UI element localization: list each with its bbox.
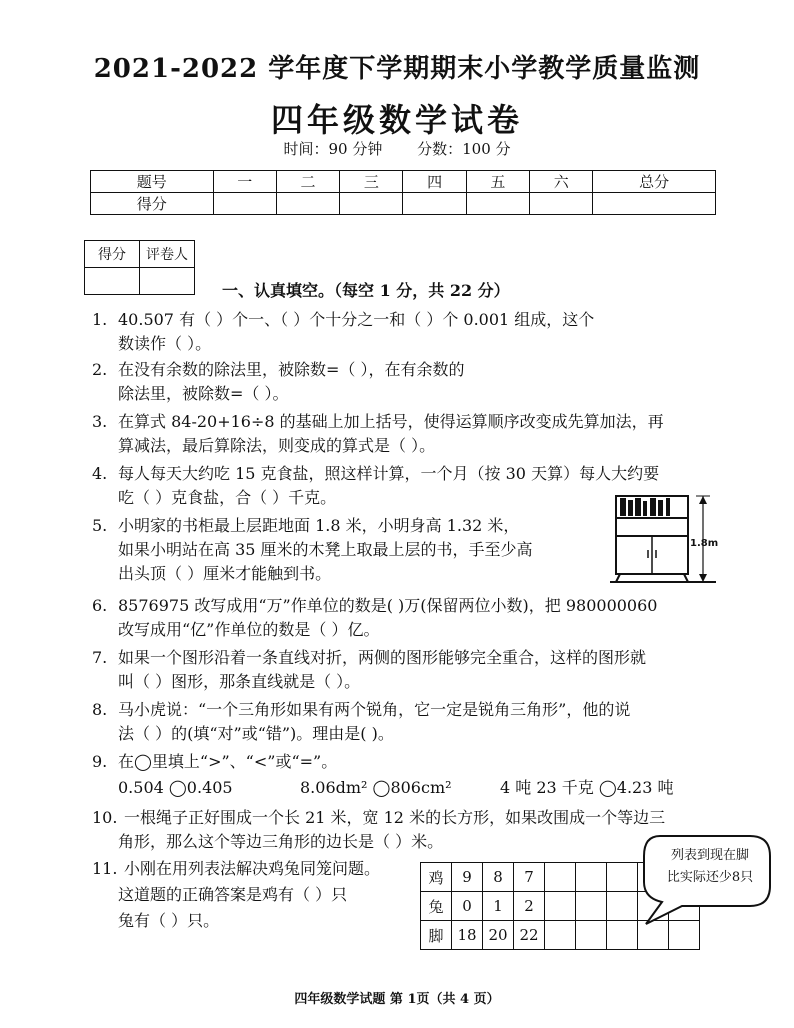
- exam-time: 时间：90 分钟: [283, 140, 383, 158]
- table-cell: 9: [452, 863, 483, 892]
- exam-score: 分数：100 分: [417, 140, 511, 158]
- question-line: 小明家的书柜最上层距地面 1.8 米，小明身高 1.32 米，: [118, 516, 520, 535]
- question-line: 吃（ ）克食盐，合（ ）千克。: [118, 488, 337, 507]
- exam-subtitle: 四年级数学试卷: [270, 101, 523, 139]
- question-number: 6.: [92, 596, 108, 615]
- speech-bubble-line: 比实际还少8只: [666, 870, 754, 885]
- score-cell: 五: [466, 171, 529, 193]
- question-line: 8576975 改写成用“万”作单位的数是( )万(保留两位小数)，把 980000060: [118, 596, 658, 615]
- question-line: 角形，那么这个等边三角形的边长是（ ）米。: [118, 832, 444, 851]
- score-cell: 得分: [91, 193, 214, 215]
- table-cell[interactable]: [607, 921, 638, 950]
- question-number: 11.: [92, 859, 118, 878]
- table-cell[interactable]: [545, 863, 576, 892]
- score-table: [90, 170, 716, 215]
- question-9: [92, 750, 337, 774]
- question-3: [92, 410, 664, 458]
- question-line: 数读作（ ）。: [118, 334, 212, 353]
- question-1: [92, 308, 594, 356]
- question-line: 在◯里填上“>”、“<”或“=”。: [118, 752, 338, 771]
- score-table-header-row: [91, 171, 716, 193]
- table-cell[interactable]: [545, 921, 576, 950]
- question-line: 在算式 84-20+16÷8 的基础上加上括号，使得运算顺序改变成先算加法，再: [118, 412, 664, 431]
- score-cell: 题号: [91, 171, 214, 193]
- table-cell: 脚: [421, 921, 452, 950]
- question-number: 4.: [92, 464, 108, 483]
- score-input-cell[interactable]: [530, 193, 593, 215]
- question-11: [92, 856, 380, 934]
- score-cell: 一: [213, 171, 276, 193]
- score-cell: 总分: [593, 171, 716, 193]
- score-cell: 四: [403, 171, 466, 193]
- grader-score-input[interactable]: [85, 268, 140, 295]
- table-cell: 18: [452, 921, 483, 950]
- exam-title: 2021-2022 学年度下学期期末小学教学质量监测: [93, 54, 701, 84]
- question-line: 除法里，被除数=（ ）。: [118, 384, 289, 403]
- question-number: 9.: [92, 752, 108, 771]
- question-number: 3.: [92, 412, 108, 431]
- q9-item-2: 8.06dm² ◯806cm²: [300, 778, 452, 797]
- question-10: [92, 806, 665, 854]
- table-cell: 7: [514, 863, 545, 892]
- grader-table: [84, 240, 195, 295]
- table-cell[interactable]: [607, 863, 638, 892]
- question-line: 小刚在用列表法解决鸡兔同笼问题。: [124, 859, 381, 878]
- question-8: [92, 698, 630, 746]
- table-cell: 0: [452, 892, 483, 921]
- question-line: 在没有余数的除法里，被除数=（ ），在有余数的: [118, 360, 465, 379]
- question-line: 叫（ ）图形，那条直线就是（ ）。: [118, 672, 361, 691]
- question-2: [92, 358, 465, 406]
- speech-bubble-text: [660, 845, 760, 889]
- question-line: 出头顶（ ）厘米才能触到书。: [118, 564, 332, 583]
- score-cell: 二: [276, 171, 339, 193]
- question-line: 如果一个图形沿着一条直线对折，两侧的图形能够完全重合，这样的图形就: [118, 648, 647, 667]
- page-footer: 四年级数学试题 第 1页（共 4 页）: [294, 992, 500, 1007]
- score-cell: 三: [340, 171, 403, 193]
- question-line: 每人每天大约吃 15 克食盐，照这样计算，一个月（按 30 天算）每人大约要: [118, 464, 660, 483]
- score-input-cell[interactable]: [593, 193, 716, 215]
- score-input-cell[interactable]: [340, 193, 403, 215]
- score-input-cell[interactable]: [466, 193, 529, 215]
- bookcase-height-label: 1.8m: [690, 538, 719, 549]
- table-cell[interactable]: [576, 921, 607, 950]
- speech-bubble-line: 列表到现在脚: [670, 848, 749, 863]
- score-cell: 六: [530, 171, 593, 193]
- question-line: 马小虎说：“一个三角形如果有两个锐角，它一定是锐角三角形”，他的说: [118, 700, 631, 719]
- table-cell[interactable]: [576, 892, 607, 921]
- grader-name-input[interactable]: [140, 268, 195, 295]
- question-number: 1.: [92, 310, 108, 329]
- question-line: 法（ ）的(填“对”或“错”)。理由是( )。: [118, 724, 394, 743]
- question-line: 一根绳子正好围成一个长 21 米，宽 12 米的长方形，如果改围成一个等边三: [124, 808, 666, 827]
- question-line: 算减法，最后算除法，则变成的算式是（ ）。: [118, 436, 436, 455]
- q9-item-3: 4 吨 23 千克 ◯4.23 吨: [500, 778, 674, 797]
- question-line: 兔有（ ）只。: [118, 911, 220, 930]
- score-table-score-row: [91, 193, 716, 215]
- table-cell: 兔: [421, 892, 452, 921]
- bookcase-illustration: [610, 488, 720, 584]
- question-7: [92, 646, 646, 694]
- table-cell[interactable]: [576, 863, 607, 892]
- score-input-cell[interactable]: [276, 193, 339, 215]
- score-input-cell[interactable]: [213, 193, 276, 215]
- table-cell[interactable]: [607, 892, 638, 921]
- table-cell: 鸡: [421, 863, 452, 892]
- table-cell[interactable]: [545, 892, 576, 921]
- table-cell: 22: [514, 921, 545, 950]
- question-number: 2.: [92, 360, 108, 379]
- score-input-cell[interactable]: [403, 193, 466, 215]
- table-cell: 20: [483, 921, 514, 950]
- q9-item-1: 0.504 ◯0.405: [118, 778, 233, 797]
- question-number: 10.: [92, 808, 118, 827]
- question-5: [92, 514, 533, 586]
- question-number: 5.: [92, 516, 108, 535]
- question-number: 8.: [92, 700, 108, 719]
- section-title: 一、认真填空。（每空 1 分，共 22 分）: [222, 281, 510, 300]
- grader-score-label: 得分: [85, 241, 140, 268]
- exam-meta: [0, 138, 794, 159]
- question-line: 40.507 有（ ）个一、（ ）个十分之一和（ ）个 0.001 组成，这个: [118, 310, 595, 329]
- question-line: 这道题的正确答案是鸡有（ ）只: [118, 885, 348, 904]
- grader-name-label: 评卷人: [140, 241, 195, 268]
- table-cell: 8: [483, 863, 514, 892]
- question-line: 如果小明站在高 35 厘米的木凳上取最上层的书，手至少高: [118, 540, 533, 559]
- question-line: 改写成用“亿”作单位的数是（ ）亿。: [118, 620, 380, 639]
- question-6: [92, 594, 657, 642]
- question-number: 7.: [92, 648, 108, 667]
- question-4: [92, 462, 659, 510]
- table-cell: 1: [483, 892, 514, 921]
- table-cell: 2: [514, 892, 545, 921]
